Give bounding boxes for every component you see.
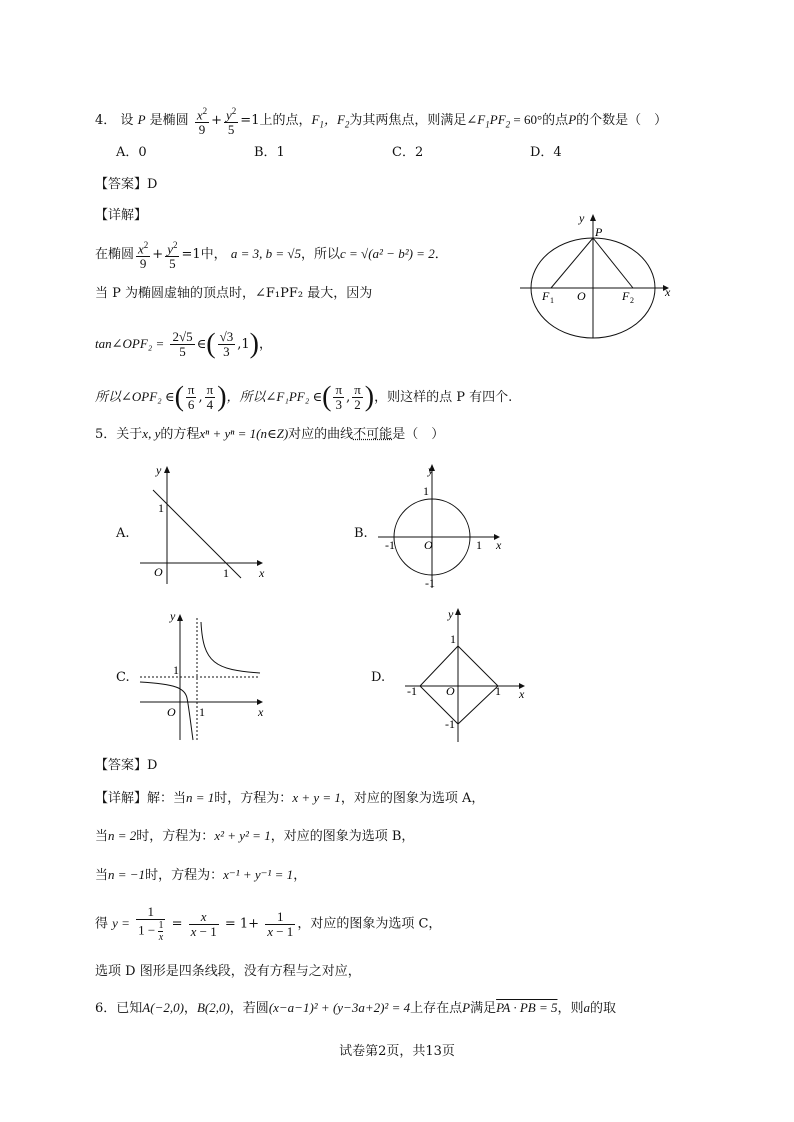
q5-frac-2: $\frac{x}{x - 1}$: [190, 908, 217, 939]
q5-text: 当: [95, 868, 109, 883]
q6-point-a: A(−2,0): [142, 1000, 184, 1015]
d-neg-y: -1: [445, 717, 455, 731]
q5-detail-line5: 选项 D 图形是四条线段，没有方程与之对应，: [95, 964, 361, 979]
q5-text: 时，方程为：: [136, 829, 215, 844]
q4-answer: 【答案】D: [95, 177, 158, 192]
d-neg-x: -1: [407, 684, 417, 698]
q4-foci: $F_1$，$F_2$: [311, 112, 350, 130]
q4-frac-x: $\frac{x^2}{9}$: [196, 106, 208, 138]
y-arrow-icon: [455, 608, 461, 615]
q5-text: 关于: [116, 427, 143, 442]
q5-text: 当: [95, 829, 109, 844]
q4-frac-x: $\frac{x^2}{9}$: [138, 240, 149, 272]
q6-point-p: P: [462, 1000, 471, 1015]
b-x-label: x: [496, 538, 502, 552]
d-y-label: y: [448, 607, 454, 621]
q5-eq: x + y = 1: [292, 790, 341, 805]
graph-b: [378, 460, 513, 590]
q4-text: ，: [258, 337, 272, 352]
q5-text: 的方程: [160, 427, 200, 442]
q4-frac-tan: $\frac{2√5}{5}$: [172, 329, 193, 359]
diamond-shape: [420, 646, 498, 724]
hyperbola-right-branch: [201, 622, 260, 673]
a-one-x: 1: [223, 566, 229, 580]
a-one-y: 1: [158, 501, 164, 515]
ellipse-f1-label: F: [542, 289, 550, 303]
q4-detail-label: 【详解】: [95, 208, 148, 223]
graph-a: [135, 462, 275, 587]
q4-option-d[interactable]: D．4: [530, 145, 562, 160]
q5-equation: xⁿ + yⁿ = 1(n∈Z): [199, 426, 289, 441]
q5-label-b[interactable]: B.: [354, 526, 368, 541]
q5-text: 时，方程为：: [145, 868, 224, 883]
q4-text: 的个数是（ ）: [576, 113, 668, 129]
c-x-label: x: [258, 705, 264, 719]
q5-label-d[interactable]: D.: [371, 670, 386, 685]
a-o-label: O: [154, 565, 163, 579]
q4-detail-line4: 所以∠OPF₂ ∈( $\frac{\pi}{6}$ , $\frac{\pi}{4}$ )，所以∠F₁PF₂ ∈( $\frac{\pi}{3}$ , $\frac{\pi}{2}$ )，则这样的点 P 有四个.: [95, 381, 513, 413]
ellipse-p-label: P: [595, 225, 603, 239]
graph-c: [135, 608, 275, 743]
a-x-label: x: [259, 566, 265, 580]
q4-text: ∈: [196, 337, 207, 352]
q4-angle: $\angle F_1PF_2 = 60^\circ$: [466, 112, 543, 130]
q4-stem: 4． 设 P 是椭圆 $\frac{x^2}{9}$ + $\frac{y^2}{5}$ =1上的点，$F_1$，$F_2$为其两焦点，则满足$\angle F_1PF_2 = 60^\circ$的点P的个数是（ ）: [95, 106, 668, 138]
q6-text: ，则: [557, 1001, 584, 1016]
q4-detail-line2: 当 P 为椭圆虚轴的顶点时，∠F₁PF₂ 最大，因为: [95, 286, 373, 301]
q6-text: 满足: [470, 1001, 497, 1016]
q5-text: 是（ ）: [392, 427, 445, 442]
q5-text: 【详解】解：当: [95, 791, 187, 806]
q5-eq: x⁻¹ + y⁻¹ = 1: [223, 867, 294, 882]
q4-detail-line3: tan∠OPF₂ = $\frac{2√5}{5}$ ∈( $\frac{√3}{3}$ ,1)，: [95, 328, 272, 360]
pf2-segment: [593, 238, 633, 288]
q4-point-p: P: [137, 112, 146, 128]
d-o-label: O: [446, 684, 455, 698]
d-one-y: 1: [450, 632, 456, 646]
q5-label-a[interactable]: A.: [116, 526, 130, 541]
q5-label-c[interactable]: C.: [116, 670, 130, 685]
q6-text: ，: [183, 1001, 197, 1016]
c-y-label: y: [170, 609, 176, 623]
q4-text: 上的点，: [259, 113, 312, 129]
ellipse-f2-label: F: [622, 289, 630, 303]
ellipse-x-label: x: [665, 285, 671, 299]
b-o-label: O: [424, 538, 433, 552]
ellipse-f2-sub: 2: [630, 296, 634, 305]
pf1-segment: [551, 238, 593, 288]
q4-option-c[interactable]: C．2: [392, 145, 424, 160]
q5-vars: x, y: [142, 426, 161, 441]
q5-text: ，: [293, 868, 307, 883]
q6-text: 上存在点: [410, 1001, 463, 1016]
q4-text: 所以∠OPF₂ ∈: [95, 389, 175, 404]
q4-frac-y: $\frac{y^2}{5}$: [226, 106, 237, 138]
q4-frac-pi6: $\frac{\pi}{6}$: [187, 382, 195, 412]
q5-n-value: n = 1: [186, 790, 215, 805]
ellipse-y-label: y: [579, 211, 585, 225]
q4-text: ，所以∠F₁PF₂ ∈: [226, 389, 323, 404]
graph-d: [395, 604, 530, 744]
q4-frac-pi3: $\frac{\pi}{3}$: [335, 382, 343, 412]
c-o-label: O: [167, 705, 176, 719]
ellipse-f1-sub: 1: [550, 296, 554, 305]
q4-text: 是椭圆: [149, 113, 189, 129]
ellipse-figure: [515, 208, 675, 343]
b-one-x: 1: [476, 538, 482, 552]
d-one-x: 1: [495, 684, 501, 698]
q4-text: 在椭圆: [95, 247, 135, 263]
c-one-x: 1: [199, 705, 205, 719]
q4-tan: tan∠OPF₂ =: [95, 336, 165, 351]
q4-text: ，所以: [301, 247, 341, 263]
b-y-label: y: [428, 463, 434, 477]
q5-y-eq: y =: [112, 915, 130, 931]
q4-frac-pi4: $\frac{\pi}{4}$: [206, 382, 214, 412]
q4-text: ，则这样的点 P 有四个.: [374, 390, 513, 405]
q4-option-b[interactable]: B．1: [254, 145, 285, 160]
a-y-label: y: [156, 463, 162, 477]
q5-detail-line2: [95, 826, 414, 847]
q4-text: ．: [434, 247, 448, 263]
q5-answer: 【答案】D: [95, 758, 158, 773]
b-neg-x: -1: [385, 538, 395, 552]
q5-emphasis: 不可能: [353, 427, 393, 442]
q4-point-p2: P: [568, 112, 577, 128]
q4-options: [116, 143, 668, 163]
q5-n-value: n = 2: [108, 828, 137, 843]
q4-text: 为其两焦点，则满足: [349, 113, 467, 129]
q6-var-a: a: [583, 1000, 590, 1015]
q5-n-value: n = −1: [108, 867, 146, 882]
q5-text: 对应的曲线: [288, 427, 354, 442]
q5-text: ，对应的图象为选项 C，: [297, 916, 442, 932]
b-neg-y: -1: [425, 576, 435, 590]
d-x-label: x: [519, 687, 525, 701]
q4-frac-y: $\frac{y^2}{5}$: [167, 240, 178, 272]
q5-frac-3: $\frac{1}{x - 1}$: [267, 908, 294, 939]
q6-circle-eq: (x−a−1)² + (y−3a+2)² = 4: [268, 1000, 411, 1015]
q4-text: 的点: [542, 113, 569, 129]
b-one-y: 1: [423, 484, 429, 498]
q5-detail-line1: [95, 788, 484, 809]
q4-option-a[interactable]: A．0: [116, 145, 147, 160]
q4-frac-sqrt3: $\frac{√3}{3}$: [219, 329, 234, 359]
q4-detail-line1: 在椭圆 $\frac{x^2}{9}$ + $\frac{y^2}{5}$ =1中， a = 3, b = √5，所以c = √(a² − b²) = 2．: [95, 240, 448, 272]
ellipse-o-label: O: [577, 289, 586, 303]
q6-number: 6．: [95, 1001, 117, 1016]
line-x-plus-y: [153, 490, 241, 578]
q5-detail-line4: 得 y = 1 1 − $\frac{1}{x}$ = $\frac{x}{x - 1}$ = 1+ $\frac{1}{x - 1}$ ，对应的图象为选项 C，: [95, 904, 442, 943]
q4-text: 设: [120, 113, 134, 129]
y-arrow-icon: [590, 214, 596, 221]
q6-dot-product: PA · PB = 5: [496, 1000, 558, 1015]
q5-text: 时，方程为：: [214, 791, 293, 806]
c-one-y: 1: [173, 663, 179, 677]
q4-ab-values: a = 3, b = √5: [230, 246, 301, 262]
q4-text: 中，: [200, 247, 227, 263]
q6-stem: [95, 998, 616, 1019]
page-footer: 试卷第2页，共13页: [339, 1044, 455, 1059]
q5-number: 5．: [95, 427, 117, 442]
y-arrow-icon: [164, 466, 170, 473]
q5-text: ，对应的图象为选项 A，: [340, 791, 485, 806]
q4-number: 4．: [95, 113, 117, 129]
q6-text: 已知: [116, 1001, 143, 1016]
q5-frac-1: 1 1 − $\frac{1}{x}$: [138, 904, 164, 943]
y-arrow-icon: [177, 614, 183, 621]
q5-stem: [95, 424, 444, 445]
q5-text: ，对应的图象为选项 B，: [270, 829, 415, 844]
q5-detail-line3: [95, 865, 306, 886]
q4-c-value: c = √(a² − b²) = 2: [340, 246, 435, 262]
q6-text: ，若圆: [229, 1001, 269, 1016]
q6-point-b: B(2,0): [196, 1000, 230, 1015]
q5-eq: x² + y² = 1: [214, 828, 271, 843]
q5-text: 得: [95, 916, 109, 932]
q4-frac-pi2: $\frac{\pi}{2}$: [354, 382, 361, 412]
q6-text: 的取: [590, 1001, 617, 1016]
